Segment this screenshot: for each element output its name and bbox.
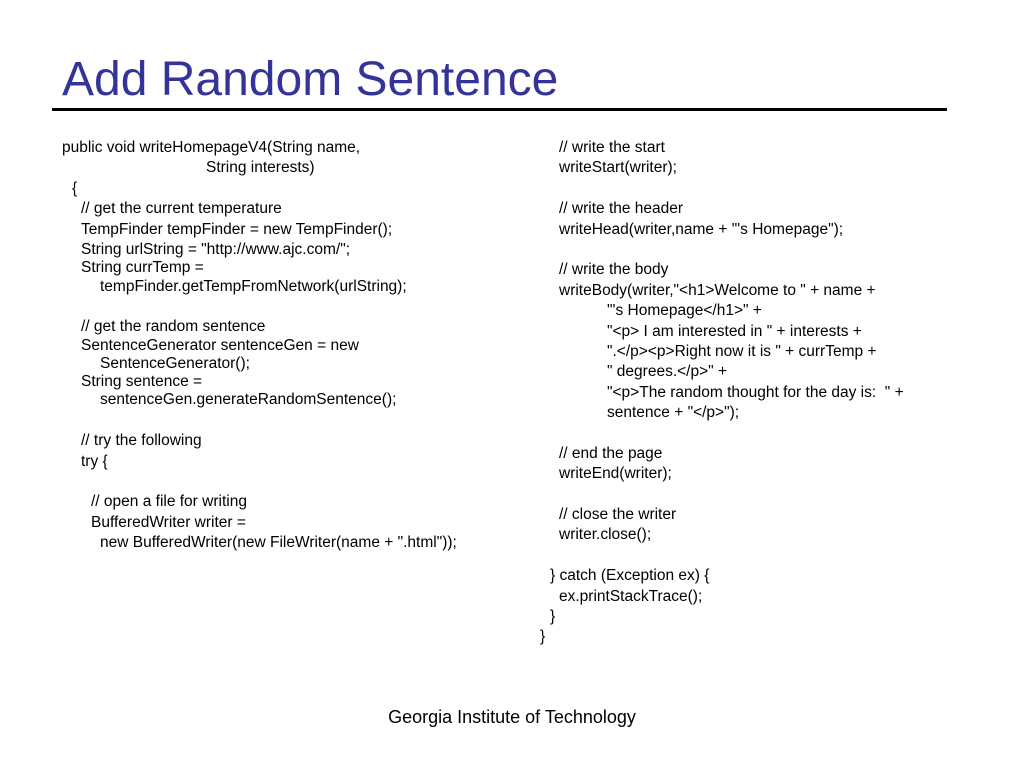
code-line: writeStart(writer); [559,159,677,177]
code-line: sentenceGen.generateRandomSentence(); [100,391,397,409]
code-line: ex.printStackTrace(); [559,587,703,605]
code-line: // close the writer [559,506,677,524]
code-line: writeEnd(writer); [559,465,672,483]
code-line: String currTemp = [81,259,204,277]
code-line: writeHead(writer,name + "'s Homepage"); [559,220,844,238]
code-line: } [550,607,556,625]
code-line: { [72,179,78,197]
code-line: "<p>The random thought for the day is: " + [607,383,904,401]
code-line: BufferedWriter writer = [91,513,246,531]
code-line: try { [81,452,108,470]
code-line: } catch (Exception ex) { [550,567,710,585]
code-line: String interests) [206,159,315,177]
code-listing-left [62,138,512,554]
code-line: public void writeHomepageV4(String name, [62,139,361,156]
code-line [540,179,970,199]
code-line: // try the following [81,432,202,450]
code-line: String urlString = "http://www.ajc.com/"; [81,240,351,258]
code-line: ".</p><p>Right now it is " + currTemp + [607,342,877,360]
code-line: SentenceGenerator(); [100,354,250,372]
code-line: // end the page [559,444,663,462]
code-line [540,240,970,260]
code-line: // get the random sentence [81,318,266,336]
footer-text: Georgia Institute of Technology [388,707,636,727]
code-line: writeBody(writer,"<h1>Welcome to " + name + [559,281,876,299]
code-line: new BufferedWriter(new FileWriter(name + ".html")); [100,534,457,552]
code-line: // write the body [559,261,669,279]
code-line: // write the header [559,200,684,218]
code-line: String sentence = [81,373,203,391]
code-line: sentence + "</p>"); [607,404,740,422]
code-line [540,485,970,505]
code-line: "'s Homepage</h1>" + [607,302,762,320]
code-line: // write the start [559,139,665,156]
code-line: " degrees.</p>" + [607,363,728,381]
code-line: writer.close(); [559,526,652,544]
code-listing-right [540,138,970,648]
code-line: tempFinder.getTempFromNetwork(urlString); [100,277,407,295]
code-line [540,423,970,443]
code-line: // open a file for writing [91,493,247,511]
title-underline [52,108,947,111]
code-line: "<p> I am interested in " + interests + [607,322,862,340]
code-line: } [540,628,546,646]
code-line [540,546,970,566]
code-line: // get the current temperature [81,200,282,218]
slide-title: Add Random Sentence [62,53,559,106]
code-line [62,411,512,431]
code-line [62,297,512,317]
code-line: TempFinder tempFinder = new TempFinder(); [81,220,393,238]
code-line: SentenceGenerator sentenceGen = new [81,336,359,354]
code-line [62,472,512,492]
